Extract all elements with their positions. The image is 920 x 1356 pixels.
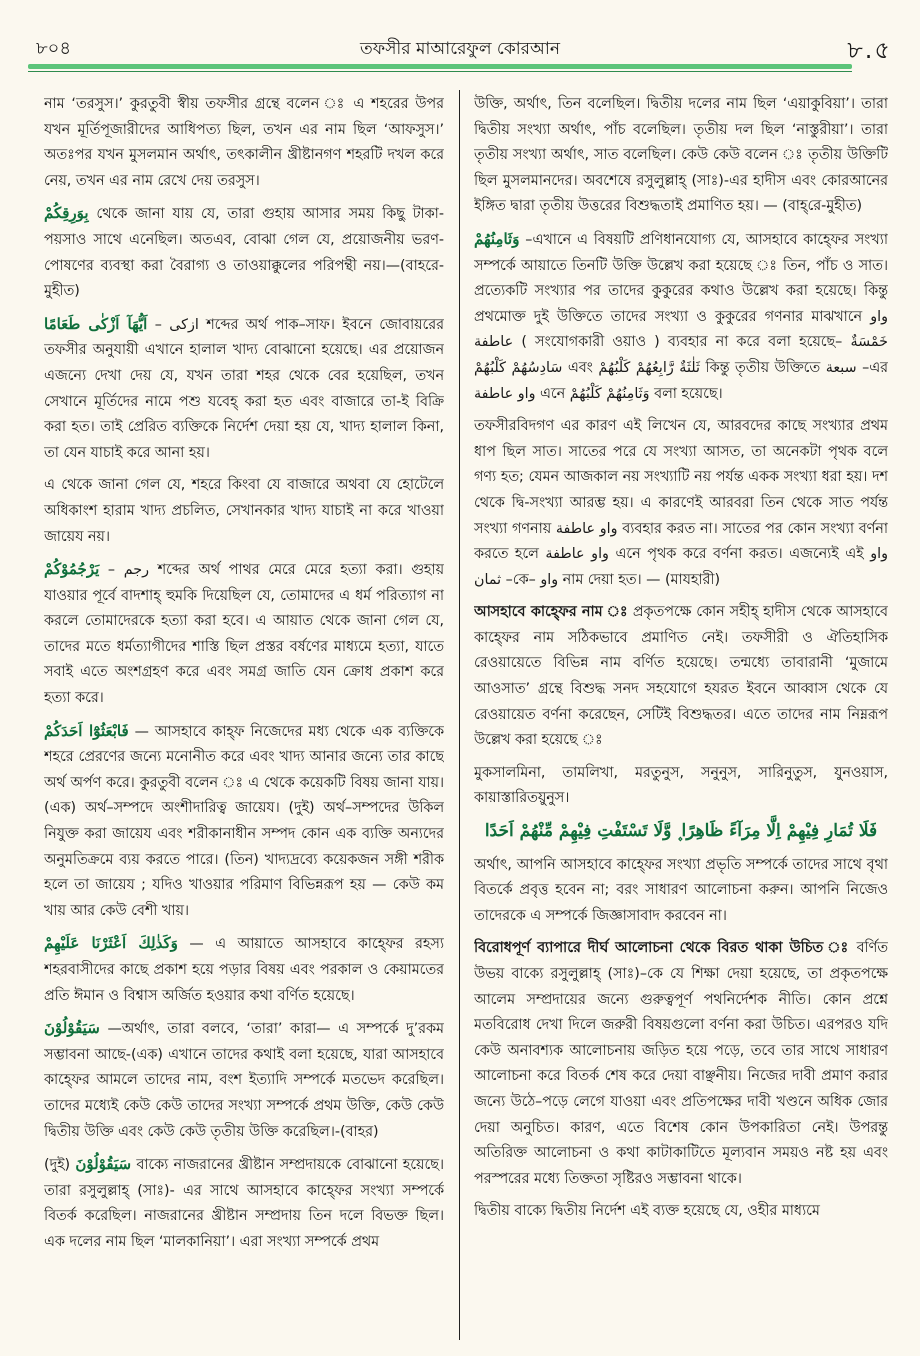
- paragraph: [44, 1152, 444, 1255]
- paragraph-text: থেকে জানা যায় যে, তারা গুহায় আসার সময় কিছু টাকা-পয়সাও সাথে এনেছিল। অতএব, বোঝা গেল যে, প্রয়োজনীয় ভরণ-পোষণের ব্যবস্থা করা বৈরাগ্য ও তাওয়াক্কুলের পরিপন্থী নয়।—(বাহরে-মুহীত): [44, 206, 444, 300]
- paragraph-text: উক্তি, অর্থাৎ, তিন বলেছিল। দ্বিতীয় দলের নাম ছিল ‘এয়াকুবিয়া’। তারা দ্বিতীয় সংখ্যা অর্থাৎ, পাঁচ বলেছিল। তৃতীয় দল ছিল ‘নাস্তুরীয়া’। তারা তৃতীয় সংখ্যা অর্থাৎ, সাত বলেছিল। কেউ কেউ বলেন ঃ তৃতীয় উক্তিটি ছিল মুসলমানদের। অবশেষে রসুলুল্লাহ্ (সাঃ)-এর হাদীস এবং কোরআনের ইঙ্গিত দ্বারা তৃতীয় উত্তরের বিশুদ্ধতাই প্রমাণিত হয়। — (বাহ্‌রে-মুহীত): [474, 96, 888, 215]
- paragraph-text: — এ আয়াতে আসহাবে কাহ্ফের রহস্য শহরবাসীদের কাছে প্রকাশ হয়ে পড়ার বিষয় এবং পরকাল ও কেয়ামতের প্রতি ঈমান ও বিশ্বাস অর্জিত হওয়ার কথা বর্ণিত হয়েছে।: [44, 936, 444, 1004]
- paragraph-text: – ازكى শব্দের অর্থ পাক–সাফ। ইবনে জোবায়রের তফসীর অনুযায়ী এখানে হালাল খাদ্য বোঝানো হয়েছে। এর প্রয়োজন এজন্যে দেখা দেয় যে, যখন তারা শহর থেকে বের হয়েছিল, তখন সেখানে মূর্তিদের নামে পশু যবেহ্ করা হত এবং বাজারে তা-ই বিক্রি করা হত। তাই প্রেরিত ব্যক্তিকে নির্দেশ দেয়া হয় যে, খাদ্য হালাল কিনা, তা যেন যাচাই করে আনা হয়।: [44, 316, 444, 461]
- paragraph: [474, 414, 888, 593]
- paragraph-text: –এখানে এ বিষয়টি প্রণিধানযোগ্য যে, আসহাবে কাহ্ফের সংখ্যা সম্পর্কে আয়াতে তিনটি উক্তি উল্লেখ করা হয়েছে ঃ তিন, পাঁচ ও সাত। প্রত্যেকটি সংখ্যার পর তাদের কুকুরের কথাও উল্লেখ করা হয়েছে। কিন্তু প্রথমোক্ত দুই উক্তিতে তাদের সংখ্যা ও কুকুরের গণনার মাঝখানে واو عاطفة ( সংযোগকারী ওয়াও ) ব্যবহার না করে বলা হয়েছে– خَمْسَةٌ سَادِسُهُمْ كَلْبُهُمْ এবং ثَلٰثَةٌ رَّابِعُهُمْ كَلْبُهُمْ কিন্তু তৃতীয় উক্তিতে سبعة –এর واو عاطفة এনে وَثَامِنُهُمْ كَلْبُهُمْ বলা হয়েছে।: [474, 231, 888, 402]
- page-number-left: ৮০৪: [36, 38, 72, 59]
- paragraph: [44, 473, 444, 550]
- arabic-phrase: سَيَقُوْلُوْنَ: [44, 1019, 100, 1038]
- section-heading: বিরোধপূর্ণ ব্যাপারে দীর্ঘ আলোচনা থেকে বিরত থাকা উচিত ঃ: [474, 940, 851, 957]
- paragraph: [44, 312, 444, 467]
- section-heading: আসহাবে কাহ্ফের নাম ঃ: [474, 604, 628, 621]
- paragraph: [474, 227, 888, 407]
- paragraph: [474, 600, 888, 754]
- paragraph: [474, 92, 888, 220]
- paragraph-text: মুকসালমিনা, তামলিখা, মরতুনুস, সনুনুস, সারিনুতুস, যুনওয়াস, কায়াস্তারিতয়ুনুস।: [474, 764, 888, 807]
- paragraph-text: – رجم শব্দের অর্থ পাথর মেরে মেরে হত্যা করা। গুহায় যাওয়ার পূর্বে বাদশাহ্ হুমকি দিয়েছিল যে, তোমাদের এ ধর্ম পরিত্যাগ না করলে তোমাদেরকে হত্যা করা হবে। এ আয়াত থেকে জানা গেল যে, তাদের মতে ধর্মত্যাগীদের শাস্তি ছিল প্রস্তর বর্ষণের মাধ্যমে হত্যা, যাতে সবাই এতে অংশগ্রহণ করে এবং সমগ্র জাতি যেন ক্রোধ প্রকাশ করে হত্যা করে।: [44, 562, 444, 707]
- paragraph-text: বর্ণিত উভয় বাক্যে রসুলুল্লাহ্ (সাঃ)–কে যে শিক্ষা দেয়া হয়েছে, তা প্রকৃতপক্ষে আলেম সম্প্রদায়ের জন্যে গুরুত্বপূর্ণ পথনির্দেশক নীতি। কোন প্রশ্নে মতবিরোধ দেখা দিলে জরুরী বিষয়গুলো বর্ণনা করা উচিত। এরপরও যদি কেউ অনাবশ্যক আলোচনায় জড়িত হয়ে পড়ে, তবে তার সাথে সাধারণ আলোচনা করে বিতর্ক শেষ করে দেয়া বাঞ্ছনীয়। নিজের দাবী প্রমাণ করার জন্যে উঠে–পড়ে লেগে যাওয়া এবং প্রতিপক্ষের দাবী খণ্ডনে অধিক জোর দেয়া অনুচিত। কারণ, এতে বিশেষ কোন উপকারিতা নেই। উপরন্তু অতিরিক্ত আলোচনা ও কথা কাটাকাটিতে মূল্যবান সময়ও নষ্ট হয় এবং পরস্পরের মধ্যে তিক্ততা সৃষ্টিরও সম্ভাবনা থাকে।: [474, 940, 888, 1187]
- arabic-phrase: وَثَامِنُهُمْ: [474, 229, 520, 248]
- column-divider: [459, 90, 460, 1340]
- paragraph-text: এ থেকে জানা গেল যে, শহরে কিংবা যে বাজারে অথবা যে হোটেলে অধিকাংশ হারাম খাদ্য প্রচলিত, সেখানকার খাদ্য যাচাই না করে খাওয়া জায়েয নয়।: [44, 477, 444, 545]
- paragraph: [44, 201, 444, 304]
- paragraph-text: নাম ‘তরসুস।’ কুরতুবী স্বীয় তফসীর গ্রন্থে বলেন ঃ এ শহরের উপর যখন মূর্তিপূজারীদের আধিপত্য ছিল, তখন এর নাম ছিল ‘আফসুস।’ অতঃপর যখন মুসলমান অর্থাৎ, তৎকালীন খ্রীষ্টানগণ শহরটি দখল করে নেয়, তখন এর নাম রেখে দেয় তরসুস।: [44, 96, 444, 189]
- paragraph: [44, 719, 444, 925]
- paragraph: [474, 853, 888, 930]
- paragraph-prefix: (দুই): [44, 1157, 76, 1174]
- paragraph: [44, 557, 444, 712]
- quran-verse: فَلَا تُمَارِ فِيْهِمْ اِلَّا مِرَآءً ظَاهِرًا ۪ وَّلَا تَسْتَفْتِ فِيْهِمْ مِّنْهُمْ اَحَدًا: [484, 821, 878, 842]
- paragraph-text: — আসহাবে কাহ্ফ নিজেদের মধ্য থেকে এক ব্যক্তিকে শহরে প্রেরণের জন্যে মনোনীত করে এবং খাদ্য আনার জন্যে তার কাছে অর্থ অর্পণ করে। কুরতুবী বলেন ঃ এ থেকে কয়েকটি বিষয় জানা যায়। (এক) অর্থ–সম্পদে অংশীদারিত্ব জায়েয। (দুই) অর্থ–সম্পদের উকিল নিযুক্ত করা জায়েয এবং শরীকানাধীন সম্পদ কোন এক ব্যক্তি অন্যদের অনুমতিক্রমে ব্যয় করতে পারে। (তিন) খাদ্যদ্রব্যে কয়েকজন সঙ্গী শরীক হলে তা জায়েয ; যদিও খাওয়ার পরিমাণ বিভিন্নরূপ হয় — কেউ কম খায় আর কেউ বেশী খায়।: [44, 723, 444, 919]
- header-thin-rule: [28, 71, 852, 72]
- left-column: [44, 92, 444, 1340]
- header-green-rule: [28, 64, 852, 69]
- paragraph-text: —অর্থাৎ, তারা বলবে, ‘তারা’ কারা— এ সম্পর্কে দু’রকম সম্ভাবনা আছে-(এক) এখানে তাদের কথাই বলা হয়েছে, যারা আসহাবে কাহ্ফের আমলে তাদের নাম, বংশ ইত্যাদি সম্পর্কে মতভেদ করেছিল। তাদের মধ্যেই কেউ কেউ তাদের সংখ্যা সম্পর্কে প্রথম উক্তি, কেউ কেউ দ্বিতীয় উক্তি এবং কেউ কেউ তৃতীয় উক্তি করেছিল।-(বাহর): [44, 1021, 444, 1140]
- arabic-phrase: فَابْعَثُوْٓا اَحَدَكُمْ: [44, 721, 129, 740]
- arabic-phrase: وَكَذٰلِكَ اَعْثَرْنَا عَلَيْهِمْ: [44, 934, 178, 953]
- paragraph: [44, 1016, 444, 1145]
- paragraph: [44, 931, 444, 1009]
- arabic-phrase: اَيُّهَآ اَزْكٰى طَعَامًا: [44, 314, 148, 333]
- paragraph-text: দ্বিতীয় বাক্যে দ্বিতীয় নির্দেশ এই ব্যক্ত হয়েছে যে, ওহীর মাধ্যমে: [474, 1203, 820, 1220]
- paragraph: [474, 1199, 888, 1225]
- paragraph-text: তফসীরবিদগণ এর কারণ এই লিখেন যে, আরবদের কাছে সংখ্যার প্রথম ধাপ ছিল সাত। সাতের পরে যে সংখ্যা আসত, তা অনেকটা পৃথক বলে গণ্য হত; যেমন আজকাল নয় সংখ্যাটি নয় পর্যন্ত একক সংখ্যা ধরা হয়। দশ থেকে দ্বি-সংখ্যা আরম্ভ হয়। এ কারণেই আরবরা তিন থেকে সাত পর্যন্ত সংখ্যা গণনায় واو عاطفة ব্যবহার করত না। সাতের পর কোন সংখ্যা বর্ণনা করতে হলে واو عاطفة এনে পৃথক করে বর্ণনা করত। এজন্যেই এই واو ثمان –কে– واو নাম দেয়া হত। — (মাযহারী): [474, 418, 888, 588]
- paragraph-text: বাক্যে নাজরানের খ্রীষ্টান সম্প্রদায়কে বোঝানো হয়েছে। তারা রসুলুল্লাহ্ (সাঃ)- এর সাথে আসহাবে কাহ্ফের সংখ্যা সম্পর্কে বিতর্ক করেছিল। নাজরানের খ্রীষ্টান সম্প্রদায় তিন দলে বিভক্ত ছিল। এক দলের নাম ছিল ‘মালকানিয়া’। এরা সংখ্যা সম্পর্কে প্রথম: [44, 1157, 444, 1250]
- paragraph-text: প্রকৃতপক্ষে কোন সহীহ্ হাদীস থেকে আসহাবে কাহ্ফের নাম সঠিকভাবে প্রমাণিত নেই। তফসীরী ও ঐতিহাসিক রেওয়ায়েতে বিভিন্ন নাম বর্ণিত হয়েছে। তন্মধ্যে তাবারানী ‘মুজামে আওসাত’ গ্রন্থে বিশুদ্ধ সনদ সহযোগে হযরত ইবনে আব্বাস থেকে যে রেওয়ায়েত বর্ণনা করেছেন, সেটিই বিশুদ্ধতর। এতে তাদের নাম নিম্নরূপ উল্লেখ করা হয়েছে ঃ: [474, 604, 888, 749]
- right-column: [474, 92, 888, 1340]
- paragraph-text: অর্থাৎ, আপনি আসহাবে কাহ্ফের সংখ্যা প্রভৃতি সম্পর্কে তাদের সাথে বৃথা বিতর্কে প্রবৃত্ত হবেন না; বরং সাধারণ আলোচনা করুন। আপনি নিজেও তাদেরকে এ সম্পর্কে জিজ্ঞাসাবাদ করবেন না।: [474, 856, 888, 924]
- arabic-phrase: يَرْجُمُوْكُمْ: [44, 560, 100, 579]
- paragraph: [474, 761, 888, 812]
- page-header: [28, 30, 892, 76]
- page-number-right: ৮.৫: [847, 36, 892, 64]
- paragraph: [474, 936, 888, 1192]
- arabic-phrase: بِوَرِقِكُمْ: [44, 204, 89, 223]
- arabic-phrase: سَيَقُوْلُوْنَ: [75, 1155, 132, 1174]
- paragraph: [44, 92, 444, 194]
- running-title: তফসীর মাআরেফুল কোরআন: [360, 39, 560, 59]
